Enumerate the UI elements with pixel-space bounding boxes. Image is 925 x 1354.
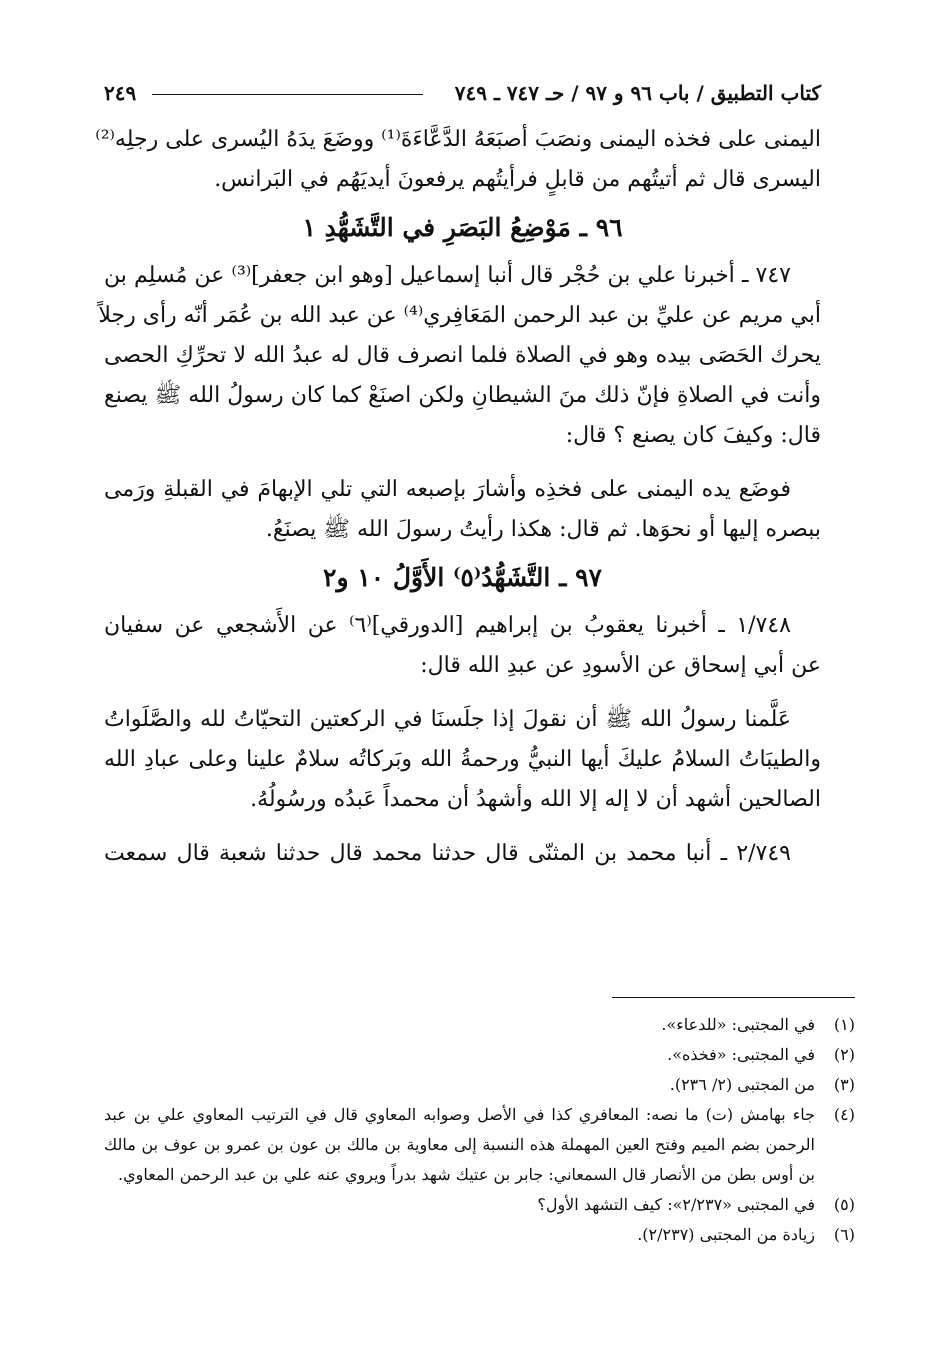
footnote xyxy=(104,1040,855,1070)
footnote-number: (٣) xyxy=(833,1075,855,1094)
running-header xyxy=(104,76,821,110)
footnote-text: جاء بهامش (ت) ما نصه: المعافري كذا في الأصل وصوابه المعاوي قال في الترتيب المعاوي علي بن عبد الرحمن بضم الميم وفتح العين المهملة هذه النسبة إلى معاوية بن مالك بن عون بن عمرو بن عوف بن مالك بن أوس بطن من الأنصار قال السمعاني: جابر بن عتيك شهد بدراً ويروي عنه علي بن عبد الرحمن المعاوي. xyxy=(104,1105,816,1184)
footnote xyxy=(104,1220,855,1250)
footnote-number: (١) xyxy=(833,1015,855,1034)
footnote-text: من المجتبى (٢/ ٢٣٦). xyxy=(669,1075,815,1094)
hadith-748-line: والطيبَاتُ السلامُ عليكَ أيها النبيُّ ورحمةُ الله وبَركاتُه سلامٌ علينا وعلى عبادِ الله xyxy=(104,747,821,772)
footnote xyxy=(104,1010,855,1040)
hadith-748-line: الصالحين أشهد أن لا إله إلا الله وأشهدُ أن محمداً عَبدُه ورسُولُهُ. xyxy=(250,787,821,812)
hadith-747-line: قال: وكيفَ كان يصنع ؟ قال: xyxy=(565,423,821,448)
hadith-747-line: يحرك الحَصَى بيده وهو في الصلاة فلما انصرف قال له عبدُ الله لا تحرِّكِ الحصى xyxy=(104,343,821,368)
footnote-rule xyxy=(612,997,855,998)
header-rule xyxy=(152,94,423,95)
chapter-title: كتاب التطبيق / باب ٩٦ و ٩٧ / حـ ٧٤٧ ـ ٧٤٩ xyxy=(454,81,821,105)
footnote-number: (٤) xyxy=(833,1105,855,1124)
section-heading-97: ٩٧ ـ التَّشَهُّدُ⁽٥⁾ الأَوَّلُ ١٠ و٢ xyxy=(323,563,602,592)
hadith-747-line: ببصره إليها أو نحوَها. ثم قال: هكذا رأيتُ رسولَ الله ﷺ يصنَعُ. xyxy=(265,517,821,542)
footnotes xyxy=(104,1010,855,1250)
main-text xyxy=(95,120,821,874)
footnote-text: زيادة من المجتبى (٢/٢٣٧). xyxy=(637,1225,815,1244)
hadith-748-line: عن أبي إسحاق عن الأسودِ عن عبدِ الله قال: xyxy=(420,653,821,678)
footnote-number: (٢) xyxy=(833,1045,855,1064)
section-heading-96: ٩٦ ـ مَوْضِعُ البَصَرِ في التَّشَهُّدِ ١ xyxy=(302,213,623,242)
footnote-number: (٥) xyxy=(833,1195,855,1214)
hadith-747-line: أبي مريم عن عليِّ بن عبد الرحمن المَعَافِري⁽⁴⁾ عن عبد الله بن عُمَر أنّه رأى رجلاً xyxy=(98,303,821,328)
text-line: اليمنى على فخذه اليمنى ونصَبَ أصبَعَهُ الدَّعَّاءَةَ⁽¹⁾ ووضَعَ يدَهُ اليُسرى على رجلِه⁽²⁾ xyxy=(95,127,821,152)
footnote-text: في المجتبى: «للدعاء». xyxy=(661,1015,815,1034)
hadith-749-line: ٢/٧٤٩ ـ أنبا محمد بن المثنّى قال حدثنا محمد قال حدثنا شعبة قال سمعت xyxy=(104,841,791,866)
hadith-748-line: عَلَّمنا رسولُ الله ﷺ أن نقولَ إذا جلَسنَا في الركعتين التحيّاتُ لله والصَّلَواتُ xyxy=(104,707,791,732)
footnote xyxy=(104,1070,855,1100)
footnote-number: (٦) xyxy=(833,1225,855,1244)
footnote-text: في المجتبى «٢/٢٣٧»: كيف التشهد الأول؟ xyxy=(537,1195,815,1214)
text-line: اليسرى قال ثم أتيتُهم من قابلٍ فرأيتُهم يرفعونَ أيديَهُم في البَرانس. xyxy=(214,167,821,192)
hadith-747-line: فوضَع يده اليمنى على فخذِه وأشارَ بإصبعه التي تلي الإبهامَ في القبلةِ ورَمى xyxy=(104,477,791,502)
footnote xyxy=(104,1190,855,1220)
hadith-747-line: وأنت في الصلاةِ فإنّ ذلك منَ الشيطانِ ولكن اصنَعْ كما كان رسولُ الله ﷺ يصنع xyxy=(104,383,821,408)
footnote-text: في المجتبى: «فخذه». xyxy=(667,1045,815,1064)
page-number: ٢٤٩ xyxy=(104,81,137,105)
footnote xyxy=(104,1100,855,1190)
hadith-747-line: ٧٤٧ ـ أخبرنا علي بن حُجْر قال أنبا إسماعيل [وهو ابن جعفر]⁽³⁾ عن مُسلِم بن xyxy=(104,263,791,288)
hadith-748-line: ١/٧٤٨ ـ أخبرنا يعقوبُ بن إبراهيم [الدورقي]⁽٦⁾ عن الأَشجعي عن سفيان xyxy=(104,613,791,638)
